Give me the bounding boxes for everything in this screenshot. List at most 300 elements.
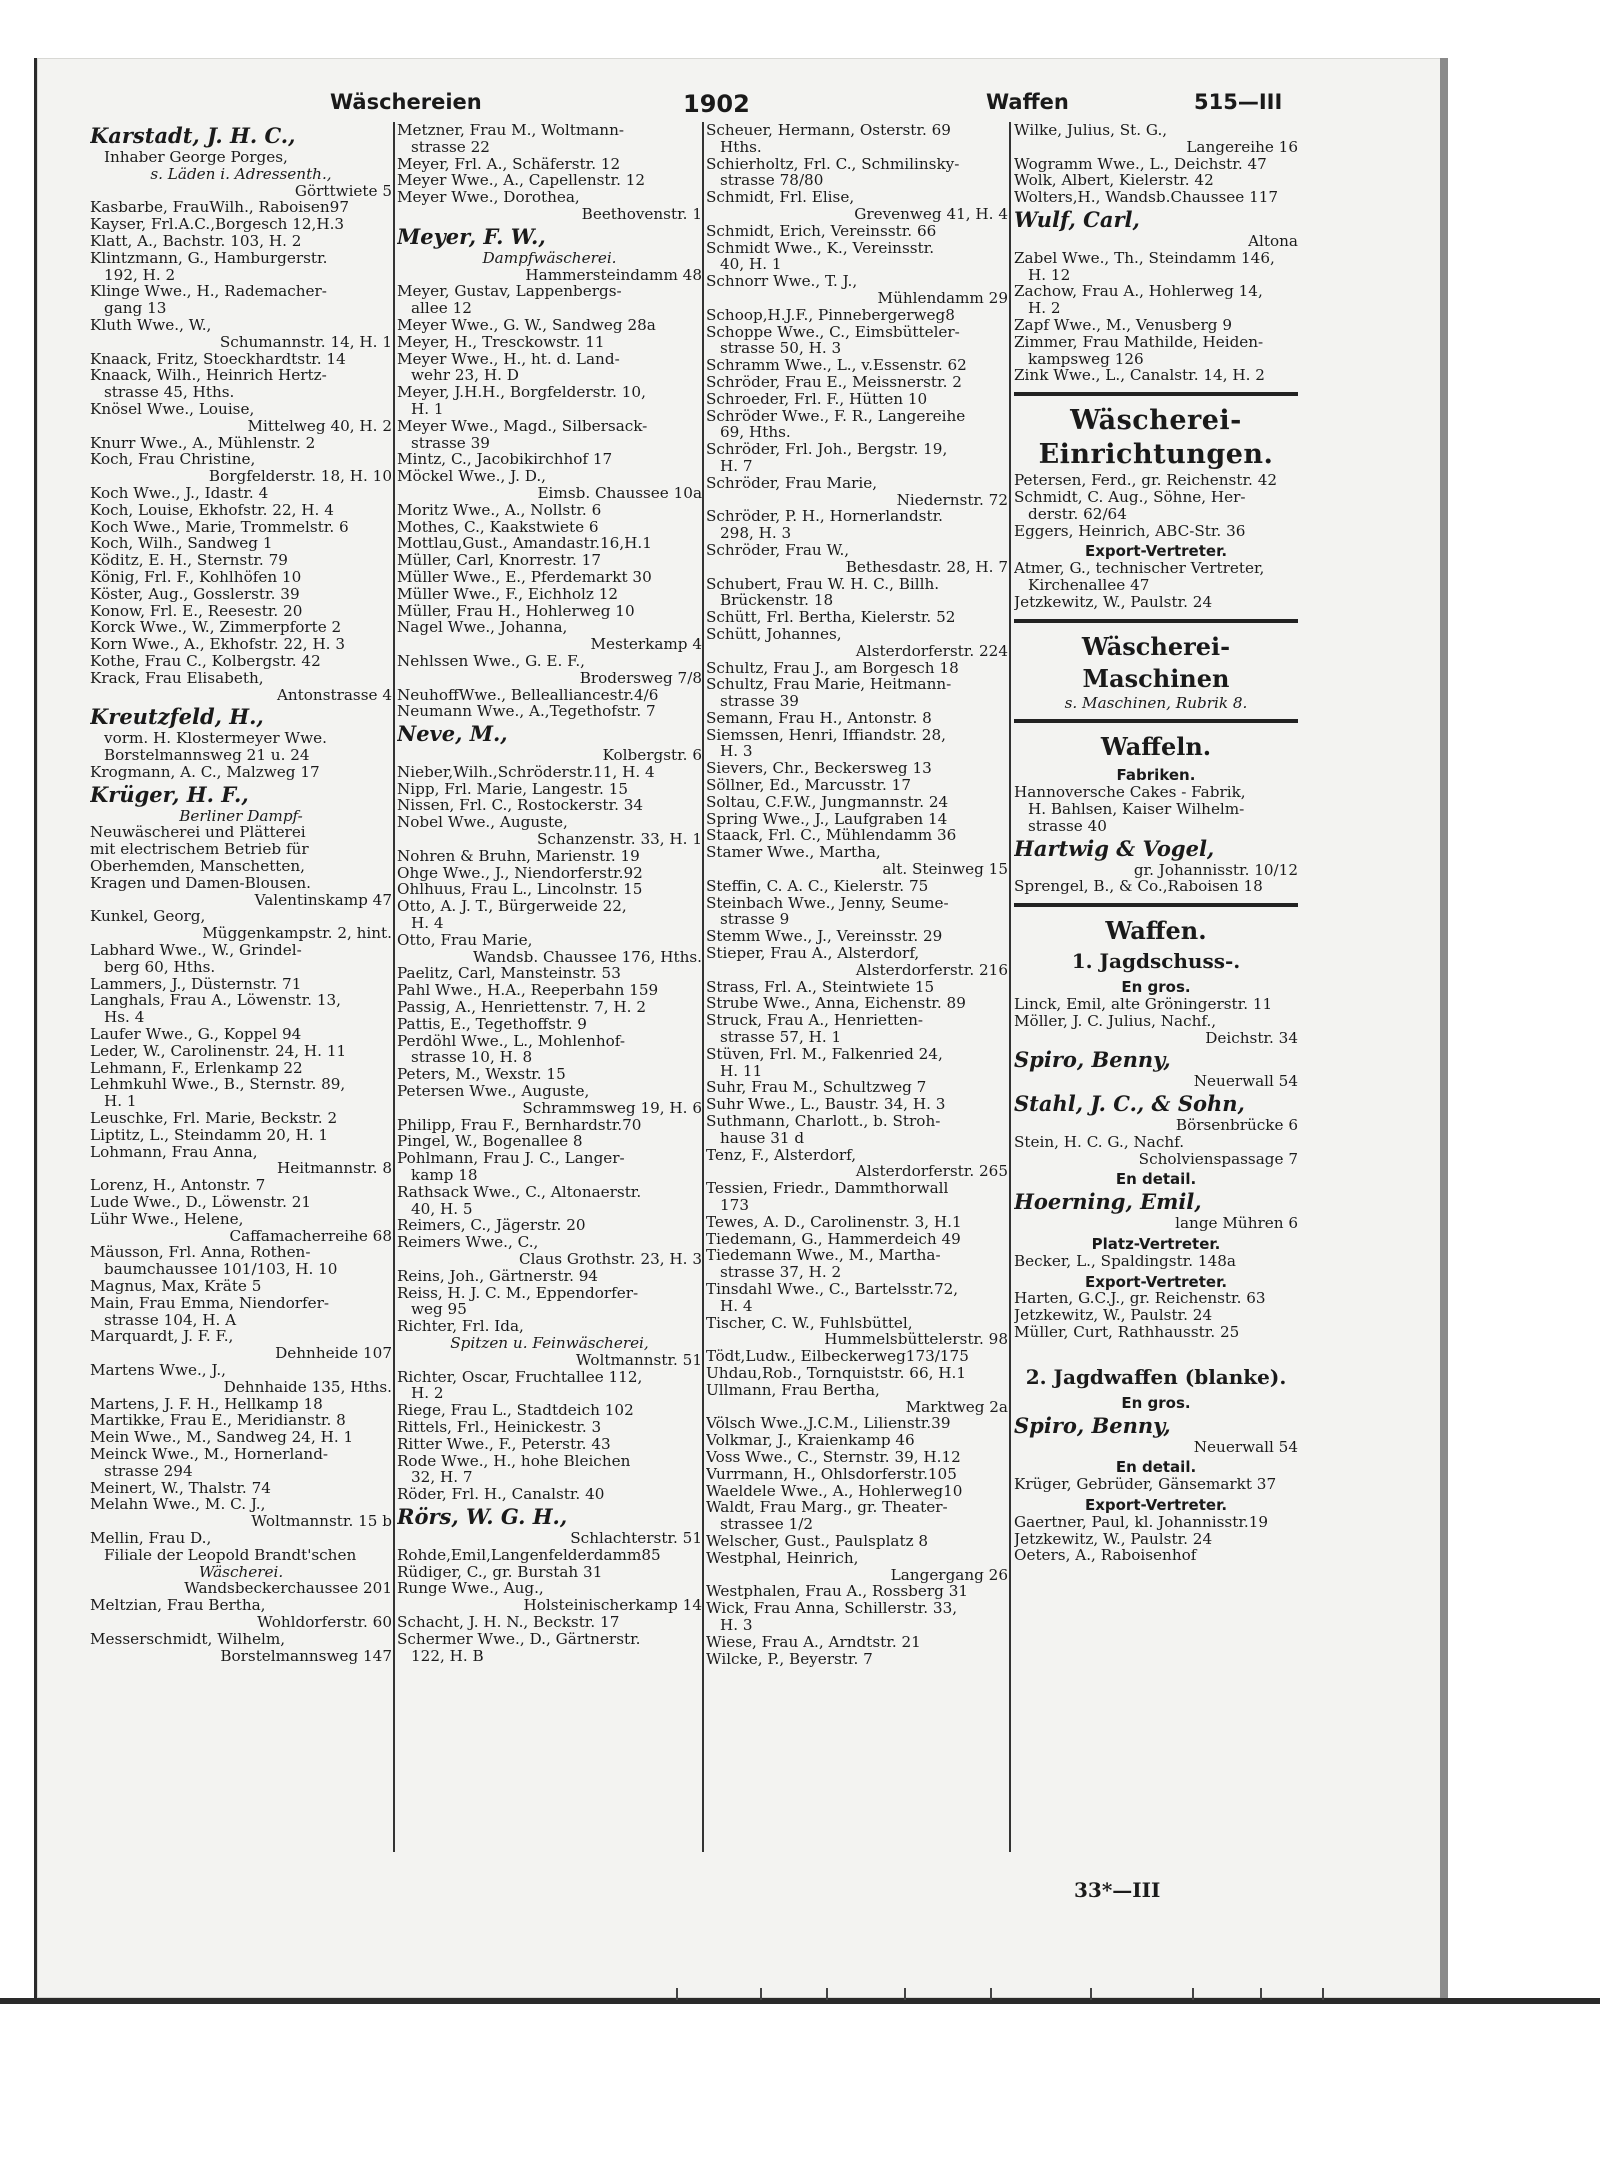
directory-line: Meyer Wwe., Magd., Silbersack-: [397, 416, 648, 435]
directory-line: Wohldorferstr. 60: [257, 1612, 392, 1631]
directory-line: Nissen, Frl. C., Rostockerstr. 34: [397, 796, 644, 815]
directory-line: Nieber,Wilh.,Schröderstr.11, H. 4: [397, 762, 655, 781]
directory-line: Schröder Wwe., F. R., Langereihe: [706, 406, 966, 425]
directory-line: Schmidt, C. Aug., Söhne, Her-: [1014, 487, 1246, 506]
directory-line: Meyer, H., Tresckowstr. 11: [397, 332, 605, 351]
directory-line: Brückenstr. 18: [720, 591, 834, 610]
directory-line: Beethovenstr. 1: [581, 204, 702, 223]
directory-line: kamp 18: [411, 1166, 478, 1185]
subsection-label: Platz-Vertreter.: [1091, 1235, 1221, 1254]
directory-line: Jetzkewitz, W., Paulstr. 24: [1014, 592, 1213, 611]
subsection-label: Export-Vertreter.: [1084, 1272, 1228, 1291]
directory-line: Alsterdorferstr. 216: [855, 960, 1008, 979]
directory-line: Koch, Frau Christine,: [90, 450, 256, 469]
directory-line: Schierholtz, Frl. C., Schmilinsky-: [706, 154, 960, 173]
directory-line: Hths.: [720, 137, 762, 156]
directory-line: Schoppe Wwe., C., Eimsbütteler-: [706, 322, 960, 341]
directory-line: strasse 57, H. 1: [720, 1028, 842, 1047]
directory-line: wehr 23, H. D: [411, 366, 519, 385]
directory-line: Zapf Wwe., M., Venusberg 9: [1014, 315, 1232, 334]
directory-line: Pahl Wwe., H.A., Reeperbahn 159: [397, 981, 659, 1000]
directory-line: Mühlendamm 29: [877, 288, 1008, 307]
directory-line: Tewes, A. D., Carolinenstr. 3, H.1: [706, 1212, 962, 1231]
directory-line: Richter, Frl. Ida,: [397, 1317, 524, 1336]
entry-heading: Einrichtungen.: [1038, 439, 1274, 471]
directory-line: Knaack, Fritz, Stoeckhardtstr. 14: [90, 349, 346, 368]
directory-line: Westphalen, Frau A., Rossberg 31: [706, 1582, 969, 1601]
directory-line: Korn Wwe., A., Ekhofstr. 22, H. 3: [90, 635, 346, 654]
directory-line: Soltau, C.F.W., Jungmannstr. 24: [706, 792, 949, 811]
directory-line: H. 2: [411, 1384, 444, 1403]
directory-line: Otto, Frau Marie,: [397, 930, 533, 949]
directory-line: Peters, M., Wexstr. 15: [397, 1065, 566, 1084]
directory-line: Tenz, F., Alsterdorf,: [706, 1145, 857, 1164]
directory-line: Pingel, W., Bogenallee 8: [397, 1132, 583, 1151]
directory-line: Waldt, Frau Marg., gr. Theater-: [706, 1498, 948, 1517]
directory-line: Meyer, Gustav, Lappenbergs-: [397, 282, 622, 301]
directory-line: Ohlhuus, Frau L., Lincolnstr. 15: [397, 880, 643, 899]
directory-line: Dehnhaide 135, Hths.: [223, 1377, 392, 1396]
directory-line: Zink Wwe., L., Canalstr. 14, H. 2: [1014, 366, 1265, 385]
directory-line: Mothes, C., Kaakstwiete 6: [397, 517, 599, 536]
directory-line: strasse 104, H. A: [104, 1310, 237, 1329]
directory-line: Kolbergstr. 6: [602, 746, 702, 765]
directory-line: Nohren & Bruhn, Marienstr. 19: [397, 846, 640, 865]
entry-heading: Neve, M.,: [397, 721, 508, 747]
directory-line: Knurr Wwe., A., Mühlenstr. 2: [90, 433, 316, 452]
directory-line: Riege, Frau L., Stadtdeich 102: [397, 1401, 634, 1420]
directory-line: Melahn Wwe., M. C. J.,: [90, 1495, 266, 1514]
entry-heading: Wäscherei-: [1070, 405, 1242, 437]
directory-line: Main, Frau Emma, Niendorfer-: [90, 1293, 330, 1312]
directory-line: Kragen und Damen-Blousen.: [90, 873, 311, 892]
directory-line: Tiedemann, G., Hammerdeich 49: [706, 1229, 961, 1248]
column-rule: [1009, 122, 1011, 1852]
directory-column-2: [397, 122, 702, 1852]
directory-line: Schmidt, Erich, Vereinsstr. 66: [706, 221, 937, 240]
directory-line: Dehnheide 107: [275, 1344, 392, 1363]
directory-line: Semann, Frau H., Antonstr. 8: [706, 708, 932, 727]
directory-line: Jetzkewitz, W., Paulstr. 24: [1014, 1306, 1213, 1325]
directory-line: Martikke, Frau E., Meridianstr. 8: [90, 1411, 346, 1430]
directory-line: Schubert, Frau W. H. C., Billh.: [706, 574, 940, 593]
directory-line: H. 7: [720, 456, 753, 475]
directory-line: Antonstrasse 4: [276, 685, 392, 704]
directory-line: Köster, Aug., Gosslerstr. 39: [90, 584, 300, 603]
page-header: [0, 90, 1600, 126]
directory-line: Müller, Curt, Rathhausstr. 25: [1014, 1323, 1240, 1342]
directory-line: Richter, Oscar, Fruchtallee 112,: [397, 1367, 643, 1386]
directory-line: Meyer Wwe., H., ht. d. Land-: [397, 349, 620, 368]
directory-line: Langergang 26: [890, 1565, 1008, 1584]
directory-line: Schröder, Frau Marie,: [706, 473, 878, 492]
directory-line: Liptitz, L., Steindamm 20, H. 1: [90, 1125, 329, 1144]
directory-line: Kayser, Frl.A.C.,Borgesch 12,H.3: [90, 215, 345, 234]
directory-line: Uhdau,Rob., Tornquiststr. 66, H.1: [706, 1363, 967, 1382]
directory-line: Meltzian, Frau Bertha,: [90, 1596, 266, 1615]
directory-line: Leder, W., Carolinenstr. 24, H. 11: [90, 1041, 347, 1060]
section-rule: [1014, 392, 1298, 396]
directory-line: 173: [720, 1196, 749, 1214]
directory-line: Schanzenstr. 33, H. 1: [537, 830, 702, 849]
entry-heading: Stahl, J. C., & Sohn,: [1014, 1091, 1245, 1117]
directory-line: kampsweg 126: [1028, 349, 1144, 368]
directory-line: Krogmann, A. C., Malzweg 17: [90, 762, 320, 781]
subsection-label: En detail.: [1115, 1458, 1197, 1477]
directory-line: Neuwäscherei und Plätterei: [90, 823, 306, 842]
directory-line: Kirchenallee 47: [1028, 575, 1150, 594]
header-next-title: Waffen: [986, 90, 1069, 114]
directory-line: Heitmannstr. 8: [276, 1159, 392, 1178]
directory-line: Neuerwall 54: [1193, 1072, 1298, 1091]
directory-line: Martens Wwe., J.,: [90, 1360, 227, 1379]
directory-line: Müller Wwe., F., Eichholz 12: [397, 584, 619, 603]
directory-line: Sievers, Chr., Beckersweg 13: [706, 759, 932, 778]
scanner-strip: [0, 1998, 1600, 2004]
entry-heading: Kreutzfeld, H.,: [90, 704, 264, 730]
directory-line: Wilke, Julius, St. G.,: [1014, 122, 1168, 139]
directory-line: Ohge Wwe., J., Niendorferstr.92: [397, 863, 643, 882]
directory-line: 40, H. 1: [720, 255, 782, 274]
directory-line: 32, H. 7: [411, 1468, 473, 1487]
directory-line: Reins, Joh., Gärtnerstr. 94: [397, 1266, 599, 1285]
directory-line: 40, H. 5: [411, 1199, 473, 1218]
entry-heading: Spiro, Benny,: [1014, 1412, 1171, 1438]
directory-line: vorm. H. Klostermeyer Wwe.: [104, 729, 327, 748]
directory-line: Schmidt, Frl. Elise,: [706, 188, 855, 207]
directory-line: Brodersweg 7/8: [579, 668, 702, 687]
directory-line: Marquardt, J. F. F.,: [90, 1327, 234, 1346]
directory-line: Vurrmann, H., Ohlsdorferstr.105: [706, 1464, 957, 1483]
directory-line: Petersen Wwe., Auguste,: [397, 1082, 590, 1101]
directory-line: Inhaber George Porges,: [104, 148, 288, 166]
column-rule: [702, 122, 704, 1852]
directory-line: Steinbach Wwe., Jenny, Seume-: [706, 893, 949, 912]
header-page-number: 515—III: [1194, 90, 1283, 114]
directory-line: Welscher, Gust., Paulsplatz 8: [706, 1531, 929, 1550]
directory-line: Zachow, Frau A., Hohlerweg 14,: [1014, 282, 1263, 301]
directory-line: weg 95: [411, 1300, 467, 1319]
directory-line: strasse 37, H. 2: [720, 1263, 842, 1282]
directory-line: Mintz, C., Jacobikirchhof 17: [397, 450, 613, 469]
directory-line: 122, H. B: [411, 1646, 484, 1665]
directory-line: Metzner, Frau M., Woltmann-: [397, 122, 624, 139]
directory-line: Stamer Wwe., Martha,: [706, 843, 881, 862]
directory-line: Labhard Wwe., W., Grindel-: [90, 941, 302, 960]
directory-line: Tinsdahl Wwe., C., Bartelsstr.72,: [706, 1279, 959, 1298]
directory-line: gr. Johannisstr. 10/12: [1133, 860, 1298, 879]
directory-line: H. Bahlsen, Kaiser Wilhelm-: [1028, 799, 1245, 818]
entry-heading: Meyer, F. W.,: [397, 223, 546, 249]
directory-line: Klatt, A., Bachstr. 103, H. 2: [90, 231, 302, 250]
directory-line: Klintzmann, G., Hamburgerstr.: [90, 248, 328, 267]
directory-line: Lude Wwe., D., Löwenstr. 21: [90, 1193, 312, 1212]
directory-line: baumchaussee 101/103, H. 10: [104, 1260, 338, 1279]
directory-line: Atmer, G., technischer Vertreter,: [1014, 559, 1265, 578]
directory-line: Meyer, Frl. A., Schäferstr. 12: [397, 154, 621, 173]
directory-line: Hummelsbüttelerstr. 98: [824, 1330, 1008, 1349]
directory-line: mit electrischem Betrieb für: [90, 840, 309, 859]
directory-line: Oberhemden, Manschetten,: [90, 857, 305, 876]
directory-line: Korck Wwe., W., Zimmerpforte 2: [90, 618, 342, 637]
directory-line: Petersen, Ferd., gr. Reichenstr. 42: [1014, 471, 1278, 490]
directory-line: Strube Wwe., Anna, Eichenstr. 89: [706, 994, 966, 1013]
directory-line: Oeters, A., Raboisenhof: [1014, 1546, 1197, 1565]
entry-heading: Karstadt, J. H. C.,: [90, 123, 296, 148]
directory-line: Wandsbeckerchaussee 201: [184, 1579, 392, 1598]
directory-line: strasse 40: [1028, 816, 1107, 835]
directory-line: Koch, Louise, Ekhofstr. 22, H. 4: [90, 500, 334, 519]
directory-line: Schermer Wwe., D., Gärtnerstr.: [397, 1629, 641, 1648]
directory-line: Nipp, Frl. Marie, Langestr. 15: [397, 779, 629, 798]
directory-line: Lorenz, H., Antonstr. 7: [90, 1176, 266, 1195]
directory-line: Röder, Frl. H., Canalstr. 40: [397, 1485, 605, 1504]
directory-line: Schrammsweg 19, H. 6: [522, 1098, 702, 1117]
directory-line: Schlachterstr. 51: [570, 1528, 702, 1547]
directory-line: 69, Hths.: [720, 423, 791, 442]
directory-line: Schoop,H.J.F., Pinnebergerweg8: [706, 305, 955, 324]
directory-line: Volkmar, J., Kraienkamp 46: [706, 1431, 915, 1450]
directory-line: Borstelmannsweg 21 u. 24: [104, 746, 310, 765]
directory-line: Konow, Frl. E., Reesestr. 20: [90, 601, 303, 620]
directory-line: Schnorr Wwe., T. J.,: [706, 272, 858, 291]
directory-line: Schumannstr. 14, H. 1: [219, 332, 392, 351]
directory-line: Reiss, H. J. C. M., Eppendorfer-: [397, 1283, 639, 1302]
directory-line: Borgfelderstr. 18, H. 10: [208, 467, 392, 486]
page-footer-signature: 33*—III: [1074, 1878, 1161, 1902]
directory-line: H. 3: [720, 1615, 753, 1634]
directory-line: Strass, Frl. A., Steintwiete 15: [706, 977, 935, 996]
subsection-label: En gros.: [1121, 1393, 1191, 1412]
directory-line: Deichstr. 34: [1205, 1028, 1298, 1047]
directory-line: Mellin, Frau D.,: [90, 1528, 212, 1547]
directory-line: Mottlau,Gust., Amandastr.16,H.1: [397, 534, 652, 553]
subsection-label: Export-Vertreter.: [1084, 542, 1228, 561]
directory-line: Zimmer, Frau Mathilde, Heiden-: [1014, 332, 1264, 351]
directory-line: 298, H. 3: [720, 524, 792, 543]
directory-line: Müller, Carl, Knorrestr. 17: [397, 551, 601, 570]
directory-line: hause 31 d: [720, 1128, 805, 1147]
directory-line: Rittels, Frl., Heinickestr. 3: [397, 1417, 602, 1436]
directory-line: Spitzen u. Feinwäscherei,: [450, 1333, 649, 1352]
directory-line: strasse 22: [411, 137, 490, 156]
directory-line: H. 2: [1028, 299, 1061, 318]
directory-line: Alsterdorferstr. 224: [855, 641, 1008, 660]
directory-line: Philipp, Frau F., Bernhardstr.70: [397, 1115, 642, 1134]
directory-line: Wandsb. Chaussee 176, Hths.: [472, 947, 702, 966]
directory-line: Hs. 4: [104, 1008, 145, 1027]
directory-line: Messerschmidt, Wilhelm,: [90, 1629, 286, 1648]
directory-line: Nagel Wwe., Johanna,: [397, 618, 568, 637]
directory-line: NeuhoffWwe., Bellealliancestr.4/6: [397, 685, 659, 704]
directory-column-1: [90, 122, 392, 1852]
directory-line: Meyer, J.H.H., Borgfelderstr. 10,: [397, 383, 646, 402]
directory-line: Rohde,Emil,Langenfelderdamm85: [397, 1545, 661, 1564]
directory-line: Schramm Wwe., L., v.Essenstr. 62: [706, 356, 967, 375]
directory-line: Müller Wwe., E., Pferdemarkt 30: [397, 567, 652, 586]
directory-line: Voss Wwe., C., Sternstr. 39, H.12: [706, 1447, 961, 1466]
directory-line: Claus Grothstr. 23, H. 3: [518, 1250, 702, 1268]
subsection-label: Export-Vertreter.: [1084, 1496, 1228, 1515]
directory-line: Marktweg 2a: [905, 1397, 1008, 1416]
directory-line: Nehlssen Wwe., G. E. F.,: [397, 651, 585, 670]
directory-line: Wogramm Wwe., L., Deichstr. 47: [1014, 154, 1267, 173]
directory-line: Schultz, Frau Marie, Heitmann-: [706, 675, 952, 694]
column-rule: [393, 122, 395, 1852]
directory-line: Passig, A., Henriettenstr. 7, H. 2: [397, 998, 646, 1017]
directory-line: berg 60, Hths.: [104, 957, 216, 976]
directory-line: Laufer Wwe., G., Koppel 94: [90, 1025, 302, 1044]
directory-line: Meinck Wwe., M., Hornerland-: [90, 1444, 329, 1463]
directory-line: Rathsack Wwe., C., Altonaerstr.: [397, 1182, 642, 1201]
directory-line: Wilcke, P., Beyerstr. 7: [706, 1649, 873, 1668]
directory-line: Eggers, Heinrich, ABC-Str. 36: [1014, 521, 1246, 540]
directory-line: Kasbarbe, FrauWilh., Raboisen97: [90, 198, 350, 217]
directory-line: Holsteinischerkamp 14: [523, 1596, 702, 1615]
directory-line: Schroeder, Frl. F., Hütten 10: [706, 389, 928, 408]
directory-line: Lohmann, Frau Anna,: [90, 1142, 258, 1161]
directory-line: derstr. 62/64: [1028, 504, 1127, 523]
directory-line: strasse 50, H. 3: [720, 339, 842, 358]
directory-line: 192, H. 2: [104, 265, 176, 284]
directory-line: Ullmann, Frau Bertha,: [706, 1380, 880, 1399]
directory-line: Krack, Frau Elisabeth,: [90, 668, 264, 687]
directory-line: alt. Steinweg 15: [882, 860, 1008, 879]
directory-line: Langereihe 16: [1186, 137, 1298, 156]
directory-line: Sprengel, B., & Co.,Raboisen 18: [1014, 877, 1263, 896]
directory-line: Moritz Wwe., A., Nollstr. 6: [397, 500, 602, 519]
page-edge: [1440, 58, 1448, 1998]
directory-line: Lühr Wwe., Helene,: [90, 1209, 244, 1228]
directory-line: Schacht, J. H. N., Beckstr. 17: [397, 1612, 620, 1631]
directory-line: Rüdiger, C., gr. Burstah 31: [397, 1562, 603, 1581]
directory-line: Knaack, Wilh., Heinrich Hertz-: [90, 366, 327, 385]
directory-line: Wolters,H., Wandsb.Chaussee 117: [1014, 188, 1279, 207]
directory-line: Koch Wwe., J., Idastr. 4: [90, 483, 269, 502]
directory-line: Lehmkuhl Wwe., B., Sternstr. 89,: [90, 1075, 346, 1094]
directory-line: Möller, J. C. Julius, Nachf.,: [1014, 1011, 1217, 1030]
entry-heading: Waffen.: [1105, 916, 1207, 946]
spacer: [1014, 1341, 1298, 1363]
directory-line: Reimers, C., Jägerstr. 20: [397, 1216, 586, 1235]
directory-line: Schultz, Frau J., am Borgesch 18: [706, 658, 959, 677]
directory-line: Meinert, W., Thalstr. 74: [90, 1478, 271, 1497]
directory-line: Börsenbrücke 6: [1175, 1116, 1298, 1135]
directory-line: Westphal, Heinrich,: [706, 1548, 859, 1567]
directory-line: Scholvienspassage 7: [1138, 1149, 1298, 1168]
header-section-title: Wäschereien: [330, 90, 482, 114]
entry-heading: Waffeln.: [1100, 732, 1212, 762]
directory-line: Mein Wwe., M., Sandweg 24, H. 1: [90, 1428, 354, 1447]
section-rule: [1014, 903, 1298, 907]
directory-line: strasse 294: [104, 1461, 193, 1480]
directory-line: H. 1: [104, 1092, 137, 1111]
directory-line: Eimsb. Chaussee 10a: [537, 483, 702, 502]
directory-line: strasse 39: [411, 433, 490, 452]
directory-line: Schröder, P. H., Hornerlandstr.: [706, 507, 943, 526]
directory-line: H. 3: [720, 742, 753, 761]
directory-line: Gaertner, Paul, kl. Johannisstr.19: [1014, 1512, 1269, 1531]
directory-line: strassee 1/2: [720, 1515, 814, 1534]
directory-line: Otto, A. J. T., Bürgerweide 22,: [397, 897, 627, 916]
directory-line: Waeldele Wwe., A., Hohlerweg10: [706, 1481, 963, 1500]
directory-line: Reimers Wwe., C.,: [397, 1233, 539, 1252]
directory-line: Dampfwäscherei.: [482, 248, 617, 267]
directory-line: Völsch Wwe.,J.C.M., Lilienstr.39: [706, 1414, 951, 1433]
directory-line: Stieper, Frau A., Alsterdorf,: [706, 944, 920, 963]
directory-line: Grevenweg 41, H. 4: [854, 204, 1008, 223]
directory-line: Knösel Wwe., Louise,: [90, 399, 255, 418]
directory-line: Hannoversche Cakes - Fabrik,: [1014, 783, 1246, 802]
directory-line: s. Maschinen, Rubrik 8.: [1064, 693, 1248, 712]
directory-line: strasse 45, Hths.: [104, 383, 235, 402]
directory-line: Altona: [1248, 231, 1298, 250]
entry-heading: Wäscherei-Maschinen: [1081, 631, 1231, 693]
directory-line: Neuerwall 54: [1193, 1437, 1298, 1456]
directory-line: Pohlmann, Frau J. C., Langer-: [397, 1149, 625, 1168]
directory-line: H. 4: [411, 914, 444, 933]
directory-line: strasse 78/80: [720, 171, 824, 190]
directory-line: Caffamacherreihe 68: [229, 1226, 392, 1245]
directory-line: Wiese, Frau A., Arndtstr. 21: [706, 1632, 921, 1651]
directory-line: Mäusson, Frl. Anna, Rothen-: [90, 1243, 311, 1262]
directory-line: Niedernstr. 72: [896, 490, 1008, 509]
directory-line: allee 12: [411, 299, 472, 318]
directory-line: Zabel Wwe., Th., Steindamm 146,: [1014, 248, 1275, 267]
directory-line: Staack, Frl. C., Mühlendamm 36: [706, 826, 957, 845]
directory-line: Valentinskamp 47: [254, 890, 392, 909]
directory-line: Suthmann, Charlott., b. Stroh-: [706, 1112, 941, 1131]
directory-line: Harten, G.C.J., gr. Reichenstr. 63: [1014, 1289, 1266, 1308]
directory-line: Müller, Frau H., Hohlerweg 10: [397, 601, 635, 620]
subsection-label: En detail.: [1115, 1170, 1197, 1189]
directory-line: Meyer Wwe., A., Capellenstr. 12: [397, 171, 646, 190]
entry-heading: Spiro, Benny,: [1014, 1047, 1171, 1073]
directory-line: Tessien, Friedr., Dammthorwall: [706, 1179, 949, 1198]
directory-line: Tödt,Ludw., Eilbeckerweg173/175: [706, 1347, 969, 1366]
directory-line: Köditz, E. H., Sternstr. 79: [90, 551, 288, 570]
directory-line: Wick, Frau Anna, Schillerstr. 33,: [706, 1599, 958, 1618]
directory-line: Ritter Wwe., F., Peterstr. 43: [397, 1434, 611, 1453]
directory-line: Koch, Wilh., Sandweg 1: [90, 534, 273, 553]
directory-line: Lehmann, F., Erlenkamp 22: [90, 1058, 303, 1077]
directory-line: Perdöhl Wwe., L., Mohlenhof-: [397, 1031, 626, 1050]
directory-line: Nobel Wwe., Auguste,: [397, 813, 568, 832]
directory-line: Stüven, Frl. M., Falkenried 24,: [706, 1044, 943, 1063]
directory-column-4: [1014, 122, 1298, 1852]
directory-line: Leuschke, Frl. Marie, Beckstr. 2: [90, 1109, 338, 1128]
directory-line: Schmidt Wwe., K., Vereinsstr.: [706, 238, 935, 257]
subsection-label: Fabriken.: [1116, 766, 1196, 785]
directory-line: Siemssen, Henri, Iffiandstr. 28,: [706, 725, 946, 744]
section-rule: [1014, 619, 1298, 623]
directory-line: Schütt, Johannes,: [706, 624, 842, 643]
directory-line: Runge Wwe., Aug.,: [397, 1579, 544, 1598]
directory-line: gang 13: [104, 299, 167, 318]
directory-line: Steffin, C. A. C., Kielerstr. 75: [706, 876, 929, 895]
directory-line: Langhals, Frau A., Löwenstr. 13,: [90, 991, 341, 1010]
directory-line: König, Frl. F., Kohlhöfen 10: [90, 567, 302, 586]
directory-line: Schröder, Frl. Joh., Bergstr. 19,: [706, 440, 948, 459]
directory-line: Müggenkampstr. 2, hint.: [202, 924, 392, 943]
directory-line: Woltmannstr. 15 b: [251, 1512, 392, 1531]
entry-heading: Hoerning, Emil,: [1014, 1189, 1202, 1215]
directory-line: Kluth Wwe., W.,: [90, 315, 212, 334]
entry-heading: 2. Jagdwaffen (blanke).: [1025, 1364, 1287, 1389]
subsection-label: En gros.: [1121, 978, 1191, 997]
directory-line: Suhr Wwe., L., Baustr. 34, H. 3: [706, 1095, 946, 1114]
directory-line: Koch Wwe., Marie, Trommelstr. 6: [90, 517, 349, 536]
